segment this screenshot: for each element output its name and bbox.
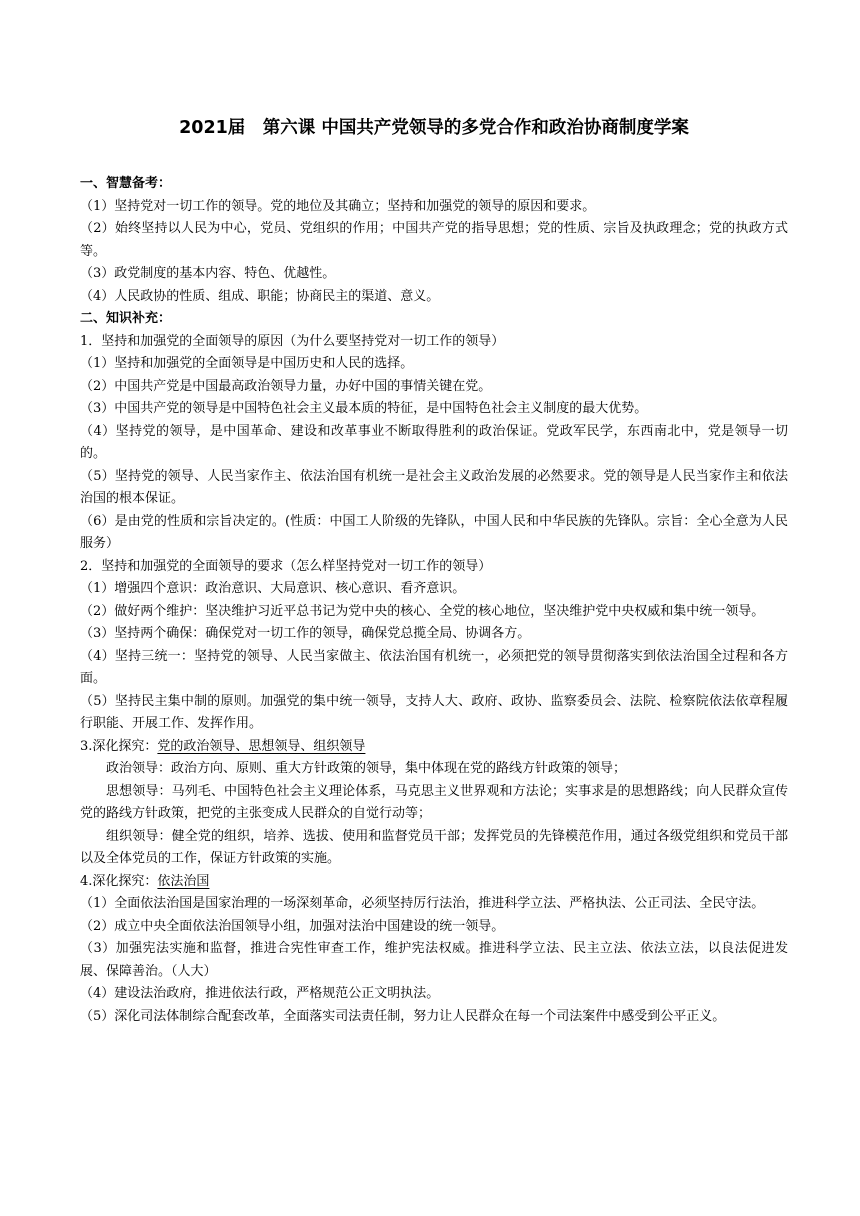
list-item: （1）全面依法治国是国家治理的一场深刻革命，必须坚持厉行法治，推进科学立法、严格执法、公正司法、全民守法。 <box>80 896 765 911</box>
list-item: （2）成立中央全面依法治国领导小组，加强对法治中国建设的统一领导。 <box>80 918 505 934</box>
subsection-prefix: 3.深化探究： <box>80 738 158 754</box>
list-item: （6）是由党的性质和宗旨决定的。(性质：中国工人阶级的先锋队，中国人民和中华民族的先锋队。宗旨：全心全意为人民服务） <box>80 513 788 551</box>
list-item: （2）中国共产党是中国最高政治领导力量，办好中国的事情关键在党。 <box>80 378 492 394</box>
list-item: （5）坚持党的领导、人民当家作主、依法治国有机统一是社会主义政治发展的必然要求。党的领导是人民当家作主和依法治国的根本保证。 <box>80 468 788 506</box>
section-heading-knowledge: 二、知识补充： <box>80 311 172 326</box>
list-item: （2）做好两个维护：坚决维护习近平总书记为党中央的核心、全党的核心地位，坚决维护党中央权威和集中统一领导。 <box>80 603 765 619</box>
list-item: （4）建设法治政府，推进依法行政，严格规范公正文明执法。 <box>80 986 440 1001</box>
list-item: （5）深化司法体制综合配套改革，全面落实司法责任制，努力让人民群众在每一个司法案件中感受到公平正义。 <box>80 1008 726 1024</box>
subsection-topic-underlined: 依法治国 <box>157 873 210 889</box>
list-item: （3）政党制度的基本内容、特色、优越性。 <box>80 266 336 281</box>
list-item: 政治领导：政治方向、原则、重大方针政策的领导，集中体现在党的路线方针政策的领导； <box>106 761 627 776</box>
subsection-prefix: 4.深化探究： <box>80 873 158 889</box>
list-item: （1）增强四个意识：政治意识、大局意识、核心意识、看齐意识。 <box>80 581 466 596</box>
subsection-title-rule-of-law <box>80 871 788 894</box>
list-item: （3）加强宪法实施和监督，推进合宪性审查工作，维护宪法权威。推进科学立法、民主立法、依法立法，以良法促进发展、保障善治。（人大） <box>80 941 788 979</box>
page-title: 2021届 第六课 中国共产党领导的多党合作和政治协商制度学案 <box>179 118 689 138</box>
list-item: （3）中国共产党的领导是中国特色社会主义最本质的特征，是中国特色社会主义制度的最大优势。 <box>80 401 648 416</box>
list-item: （4）坚持党的领导，是中国革命、建设和改革事业不断取得胜利的政治保证。党政军民学，东西南北中，党是领导一切的。 <box>80 423 788 461</box>
list-item: （4）坚持三统一：坚持党的领导、人民当家做主、依法治国有机统一，必须把党的领导贯彻落实到依法治国全过程和各方面。 <box>80 648 788 686</box>
subsection-title-requirements: 2．坚持和加强党的全面领导的要求（怎么样坚持党对一切工作的领导） <box>80 558 492 574</box>
list-item: 组织领导：健全党的组织，培养、选拔、使用和监督党员干部；发挥党员的先锋模范作用，通过各级党组织和党员干部以及全体党员的工作，保证方针政策的实施。 <box>80 828 788 866</box>
subsection-title-reasons: 1．坚持和加强党的全面领导的原因（为什么要坚持党对一切工作的领导） <box>80 333 505 349</box>
document-body <box>80 173 788 1028</box>
list-item: （3）坚持两个确保：确保党对一切工作的领导，确保党总揽全局、协调各方。 <box>80 626 531 641</box>
list-item: （4）人民政协的性质、组成、职能；协商民主的渠道、意义。 <box>80 288 440 304</box>
list-item: （1）坚持和加强党的全面领导是中国历史和人民的选择。 <box>80 356 414 371</box>
list-item: （2）始终坚持以人民为中心，党员、党组织的作用；中国共产党的指导思想；党的性质、宗旨及执政理念；党的执政方式等。 <box>80 221 788 259</box>
subsection-topic-underlined: 党的政治领导、思想领导、组织领导 <box>157 738 366 754</box>
list-item: 思想领导：马列毛、中国特色社会主义理论体系，马克思主义世界观和方法论；实事求是的思想路线；向人民群众宣传党的路线方针政策，把党的主张变成人民群众的自觉行动等； <box>80 783 788 821</box>
list-item: （1）坚持党对一切工作的领导。党的地位及其确立；坚持和加强党的领导的原因和要求。 <box>80 198 596 214</box>
list-item: （5）坚持民主集中制的原则。加强党的集中统一领导，支持人大、政府、政协、监察委员会、法院、检察院依法依章程履行职能、开展工作、发挥作用。 <box>80 693 788 731</box>
section-heading-exam-prep: 一、智慧备考： <box>80 176 172 191</box>
subsection-title-party-leadership <box>80 736 788 759</box>
